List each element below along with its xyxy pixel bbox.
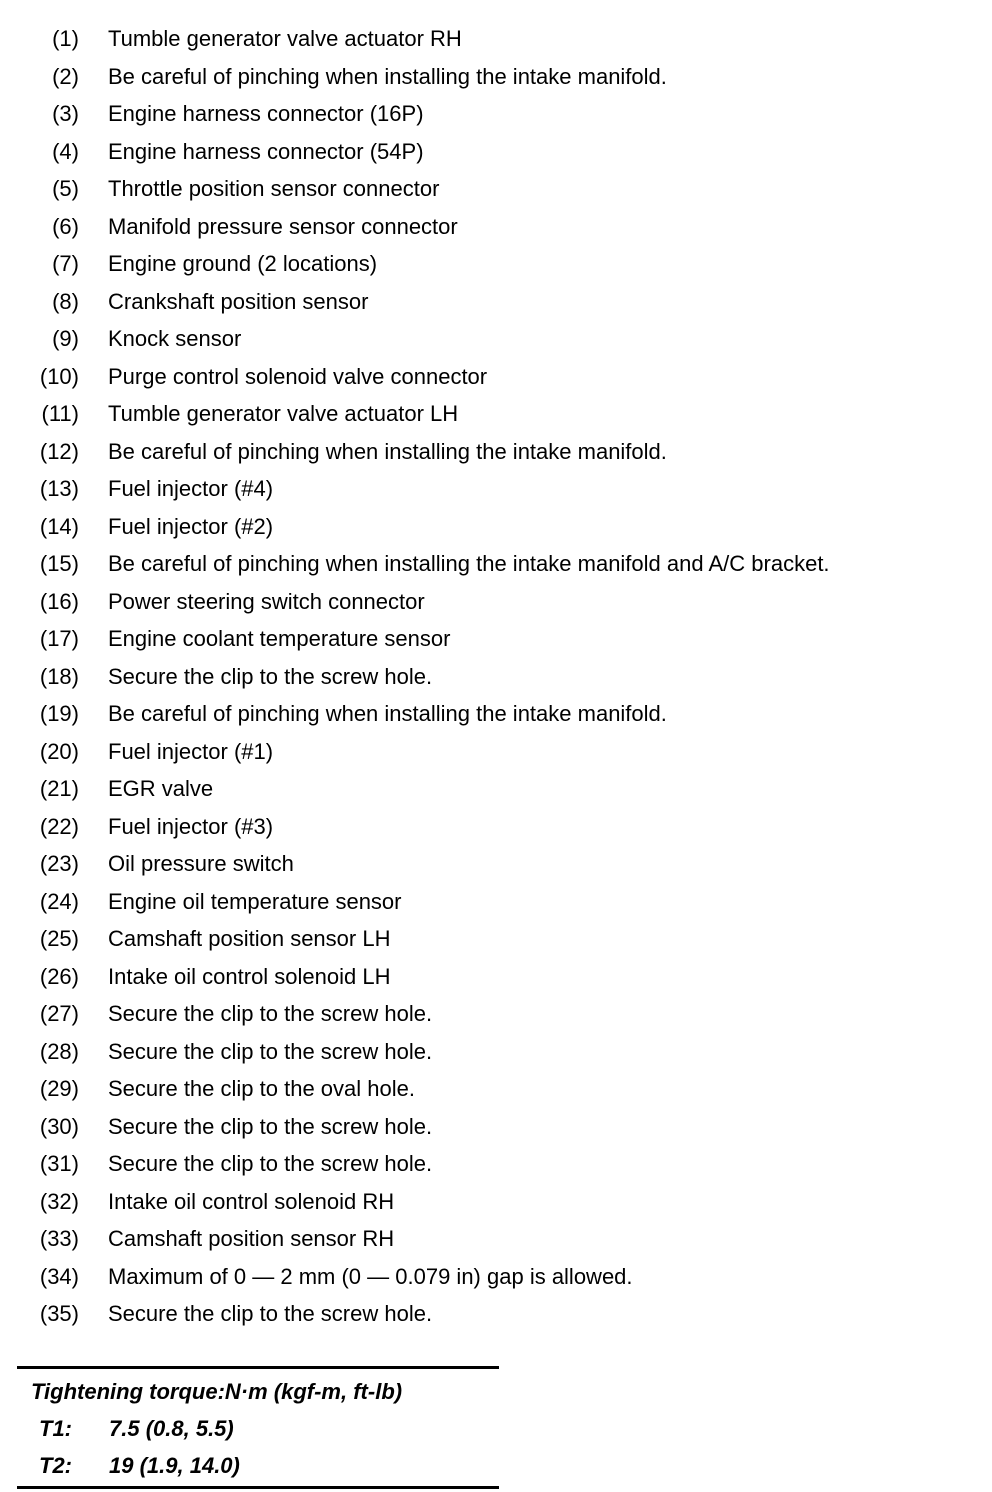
- legend-item-text: Tumble generator valve actuator RH: [108, 26, 462, 51]
- legend-item: [0, 508, 992, 546]
- legend-item: [0, 545, 992, 583]
- legend-item-text: Secure the clip to the oval hole.: [108, 1076, 415, 1101]
- legend-item-text: Fuel injector (#2): [108, 513, 274, 539]
- legend-item: [0, 583, 992, 621]
- legend-item-text: Engine harness connector (54P): [108, 138, 424, 164]
- legend-item-text: Fuel injector (#4): [108, 476, 274, 501]
- legend-item: [0, 320, 992, 358]
- legend-item: [0, 1145, 992, 1183]
- legend-item-number: (18): [39, 663, 79, 689]
- legend-item: [0, 845, 992, 883]
- legend-item-text: Secure the clip to the screw hole.: [108, 1038, 433, 1064]
- legend-item: [0, 883, 992, 921]
- legend-item-text: Secure the clip to the screw hole.: [108, 1001, 433, 1026]
- legend-item-number: (31): [39, 1151, 79, 1176]
- legend-item-text: Oil pressure switch: [108, 851, 294, 876]
- legend-item: [0, 1258, 992, 1296]
- legend-item-text: Intake oil control solenoid LH: [108, 963, 391, 989]
- legend-item-text: EGR valve: [108, 776, 214, 801]
- legend-item-text: Throttle position sensor connector: [108, 176, 440, 201]
- legend-item: [0, 770, 992, 808]
- legend-item-number: (26): [39, 963, 79, 989]
- legend-item-number: (8): [52, 288, 79, 314]
- legend-item: [0, 958, 992, 996]
- legend-item: [0, 133, 992, 171]
- legend-item-number: (28): [39, 1038, 79, 1064]
- legend-item-number: (16): [39, 588, 79, 614]
- legend-item-number: (15): [39, 551, 79, 576]
- legend-item: [0, 395, 992, 433]
- legend-item-number: (5): [52, 176, 79, 201]
- legend-item: [0, 1108, 992, 1146]
- legend-item-text: Intake oil control solenoid RH: [108, 1188, 395, 1214]
- legend-item-number: (22): [39, 813, 79, 839]
- legend-item-text: Tumble generator valve actuator LH: [108, 401, 459, 426]
- legend-item-text: Fuel injector (#3): [108, 813, 274, 839]
- legend-item-number: (17): [39, 626, 79, 651]
- legend-item-text: Be careful of pinching when installing the intake manifold.: [108, 701, 667, 726]
- legend-list: [0, 20, 992, 1333]
- torque-label: T2:: [39, 1453, 72, 1478]
- legend-item-text: Engine harness connector (16P): [108, 101, 424, 126]
- legend-item-text: Secure the clip to the screw hole.: [108, 663, 433, 689]
- legend-item: [0, 470, 992, 508]
- legend-item: [0, 20, 992, 58]
- legend-item-text: Manifold pressure sensor connector: [108, 213, 458, 239]
- legend-item-number: (30): [39, 1113, 79, 1139]
- legend-item: [0, 1183, 992, 1221]
- legend-item: [0, 620, 992, 658]
- legend-item-number: (35): [39, 1301, 79, 1326]
- legend-item-number: (25): [39, 926, 79, 951]
- legend-item-text: Fuel injector (#1): [108, 738, 274, 764]
- legend-item-number: (4): [52, 138, 79, 164]
- legend-item: [0, 1070, 992, 1108]
- legend-item-number: (23): [39, 851, 79, 876]
- legend-item-text: Knock sensor: [108, 326, 242, 351]
- torque-title: Tightening torque:N·m (kgf-m, ft-lb): [31, 1379, 403, 1404]
- legend-item-text: Engine coolant temperature sensor: [108, 626, 451, 651]
- legend-item: [0, 695, 992, 733]
- legend-item: [0, 170, 992, 208]
- legend-item: [0, 433, 992, 471]
- legend-item: [0, 1295, 992, 1333]
- legend-item: [0, 58, 992, 96]
- legend-item-text: Engine ground (2 locations): [108, 251, 378, 276]
- legend-item-number: (2): [52, 63, 79, 89]
- legend-item-number: (21): [39, 776, 79, 801]
- torque-value: 19 (1.9, 14.0): [109, 1453, 240, 1478]
- legend-item-text: Crankshaft position sensor: [108, 288, 369, 314]
- torque-label: T1:: [39, 1416, 72, 1441]
- legend-item-text: Be careful of pinching when installing the intake manifold and A/C bracket.: [108, 551, 830, 576]
- legend-item-number: (34): [39, 1263, 79, 1289]
- legend-item: [0, 920, 992, 958]
- legend-item-number: (1): [52, 26, 79, 51]
- legend-item: [0, 95, 992, 133]
- torque-value: 7.5 (0.8, 5.5): [109, 1416, 234, 1441]
- legend-item-text: Power steering switch connector: [108, 588, 425, 614]
- legend-item: [0, 808, 992, 846]
- legend-item-number: (3): [52, 101, 79, 126]
- torque-row-t2: [17, 1447, 499, 1484]
- legend-item-text: Engine oil temperature sensor: [108, 888, 402, 914]
- legend-item-number: (27): [39, 1001, 79, 1026]
- legend-item-number: (11): [41, 401, 79, 426]
- legend-item-text: Camshaft position sensor LH: [108, 926, 391, 951]
- legend-item: [0, 1033, 992, 1071]
- legend-item-number: (6): [52, 213, 79, 239]
- legend-item-number: (24): [39, 888, 79, 914]
- legend-item-text: Be careful of pinching when installing the intake manifold.: [108, 63, 667, 89]
- legend-item-text: Secure the clip to the screw hole.: [108, 1113, 433, 1139]
- legend-item-text: Secure the clip to the screw hole.: [108, 1301, 433, 1326]
- legend-item-number: (32): [39, 1188, 79, 1214]
- legend-item-number: (12): [39, 438, 79, 464]
- legend-item-number: (13): [39, 476, 79, 501]
- legend-item-number: (33): [39, 1226, 79, 1251]
- legend-item: [0, 208, 992, 246]
- legend-item-number: (20): [39, 738, 79, 764]
- legend-item: [0, 245, 992, 283]
- legend-item-number: (19): [39, 701, 79, 726]
- legend-item: [0, 658, 992, 696]
- legend-item-number: (7): [52, 251, 79, 276]
- legend-item-text: Be careful of pinching when installing the intake manifold.: [108, 438, 667, 464]
- legend-item: [0, 1220, 992, 1258]
- tightening-torque-box: [17, 1366, 499, 1489]
- legend-item: [0, 733, 992, 771]
- legend-item-number: (14): [39, 513, 79, 539]
- legend-item-text: Purge control solenoid valve connector: [108, 363, 488, 389]
- legend-item: [0, 358, 992, 396]
- legend-item-number: (9): [52, 326, 79, 351]
- legend-item: [0, 283, 992, 321]
- legend-item-text: Camshaft position sensor RH: [108, 1226, 395, 1251]
- legend-item-number: (10): [39, 363, 79, 389]
- torque-row-t1: [17, 1410, 499, 1447]
- legend-item-text: Secure the clip to the screw hole.: [108, 1151, 433, 1176]
- legend-item-number: (29): [39, 1076, 79, 1101]
- legend-item-text: Maximum of 0 — 2 mm (0 — 0.079 in) gap is allowed.: [108, 1263, 633, 1289]
- legend-item: [0, 995, 992, 1033]
